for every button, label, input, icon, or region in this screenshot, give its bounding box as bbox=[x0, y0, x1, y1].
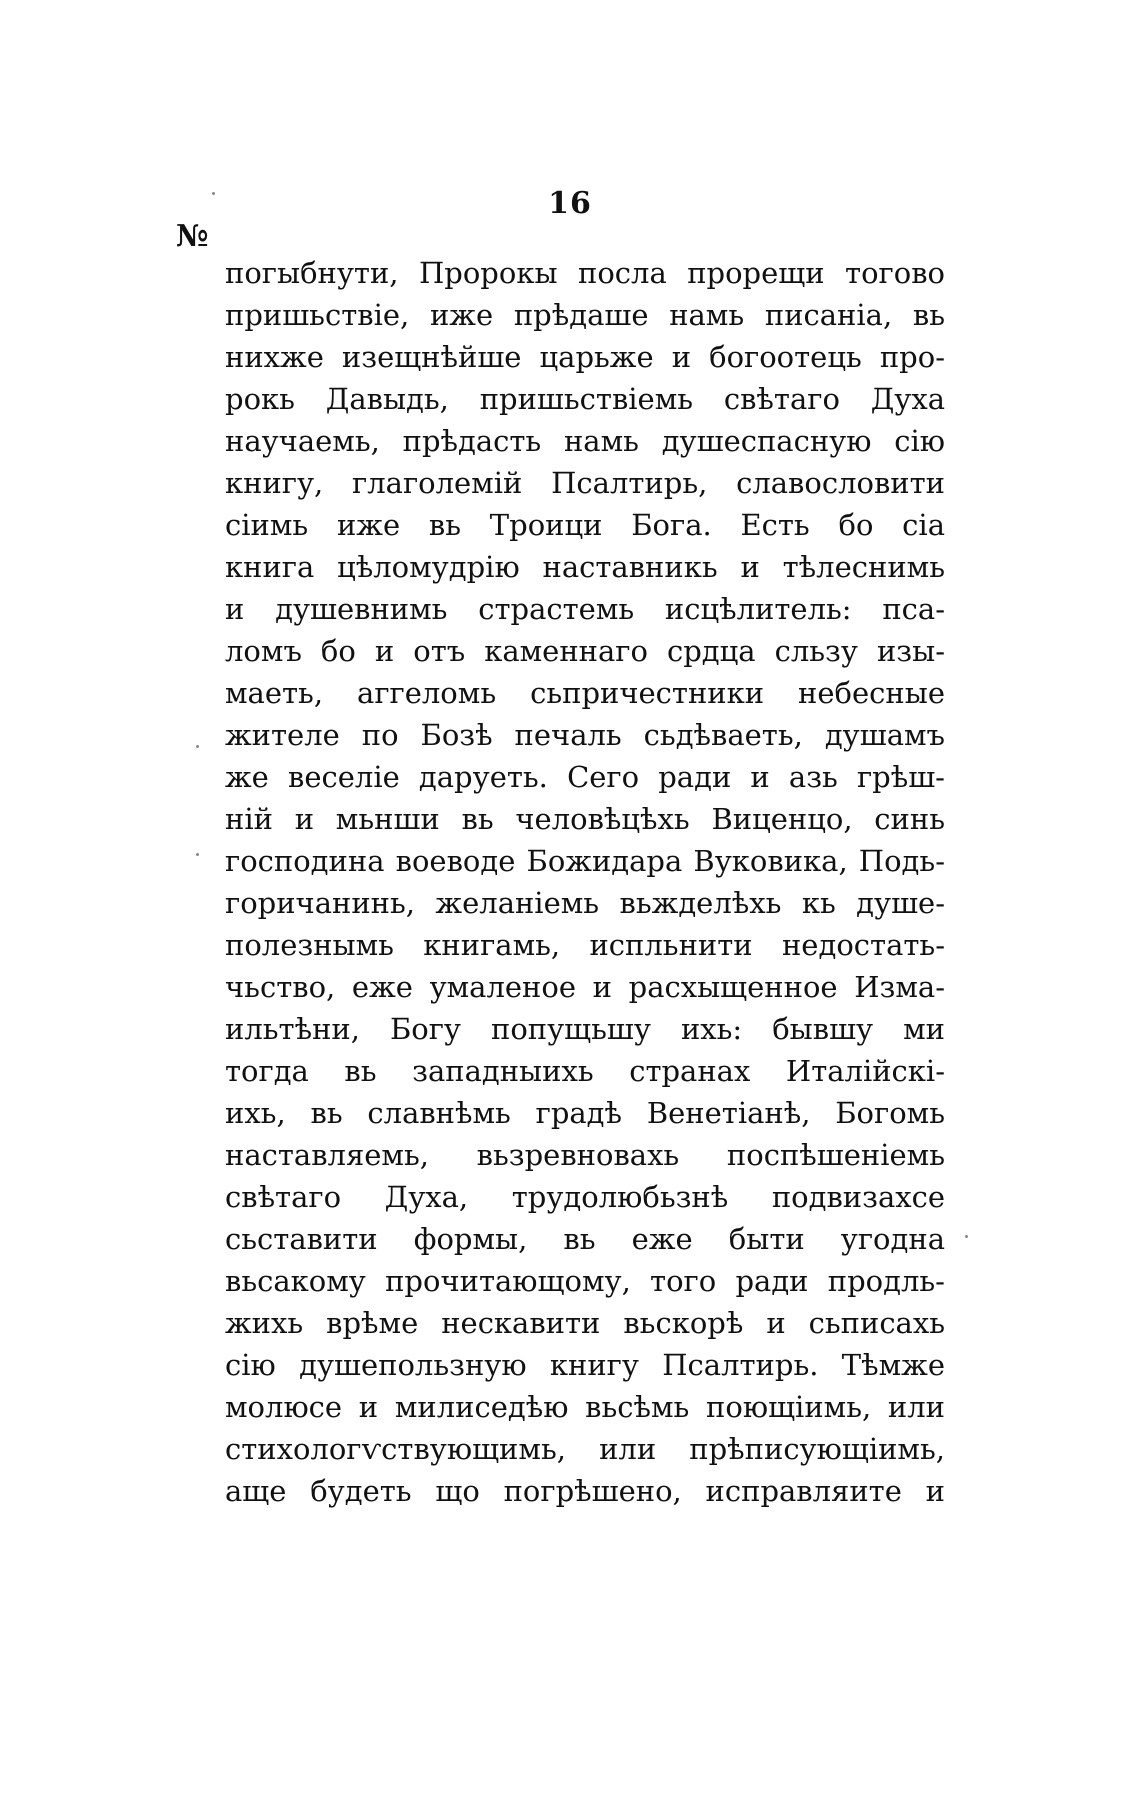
text-line: научаемь, прѣдасть намь душеспасную сію bbox=[225, 424, 945, 458]
text-line: же веселіе даруеть. Сего ради и азь грѣш- bbox=[225, 760, 945, 794]
text-line: молюсе и милиседѣю вьсѣмь поющіимь, или bbox=[225, 1390, 945, 1424]
text-line: жихь врѣме нескавити вьскорѣ и сьписахь bbox=[225, 1306, 945, 1340]
paper-speck bbox=[212, 192, 215, 195]
text-line: ній и мьнши вь человѣцѣхь Виценцо, синь bbox=[225, 802, 945, 836]
text-line: аще будеть що погрѣшено, исправляите и bbox=[225, 1474, 945, 1508]
text-line: чьство, еже умаленое и расхыщенное Изма- bbox=[225, 970, 945, 1004]
text-line: господина воеводе Божидара Вуковика, Подь- bbox=[225, 844, 945, 878]
signature-mark: № bbox=[176, 219, 209, 254]
text-line: и душевнимь страстемь исцѣлитель: пса- bbox=[225, 592, 945, 626]
text-line: стихологѵствующимь, или прѣписующіимь, bbox=[225, 1432, 945, 1466]
text-line: пришьствіе, иже прѣдаше намь писаніа, вь bbox=[225, 298, 945, 332]
text-line: нихже изещнѣйше царьже и богоотець про- bbox=[225, 340, 945, 374]
text-line: сьставити формы, вь еже быти угодна bbox=[225, 1222, 945, 1256]
text-line: маеть, аггеломь сьпричестники небесные bbox=[225, 676, 945, 710]
paper-speck bbox=[965, 1235, 968, 1238]
text-line: жителе по Бозѣ печаль сьдѣваеть, душамъ bbox=[225, 718, 945, 752]
text-line: книга цѣломудрію наставникь и тѣлеснимь bbox=[225, 550, 945, 584]
text-line: тогда вь западныихь странах Италійскі- bbox=[225, 1054, 945, 1088]
text-line: свѣтаго Духа, трудолюбьзнѣ подвизахсе bbox=[225, 1180, 945, 1214]
text-line: сіимь иже вь Троици Бога. Есть бо сіа bbox=[225, 508, 945, 542]
text-line: вьсакому прочитающому, того ради продль- bbox=[225, 1264, 945, 1298]
text-line: наставляемь, вьзревновахь поспѣшеніемь bbox=[225, 1138, 945, 1172]
text-line: полезнымь книгамь, испльнити недостать- bbox=[225, 928, 945, 962]
text-line: погыбнути, Пророкы посла прорещи тогово bbox=[225, 256, 945, 290]
paper-speck bbox=[196, 745, 199, 748]
text-line: рокь Давыдь, пришьствіемь свѣтаго Духа bbox=[225, 382, 945, 416]
page-number: 16 bbox=[548, 186, 592, 221]
text-line: ильтѣни, Богу попущьшу ихь: бывшу ми bbox=[225, 1012, 945, 1046]
text-line: ихь, вь славнѣмь градѣ Венетіанѣ, Богомь bbox=[225, 1096, 945, 1130]
text-line: книгу, глаголемій Псалтирь, славословити bbox=[225, 466, 945, 500]
text-line: сію душепользную книгу Псалтирь. Тѣмже bbox=[225, 1348, 945, 1382]
text-line: ломъ бо и отъ каменнаго срдца сльзу изы- bbox=[225, 634, 945, 668]
text-line: горичанинь, желаніемь вьжделѣхь кь душе- bbox=[225, 886, 945, 920]
body-text bbox=[225, 252, 945, 1512]
paper-speck bbox=[196, 853, 199, 856]
